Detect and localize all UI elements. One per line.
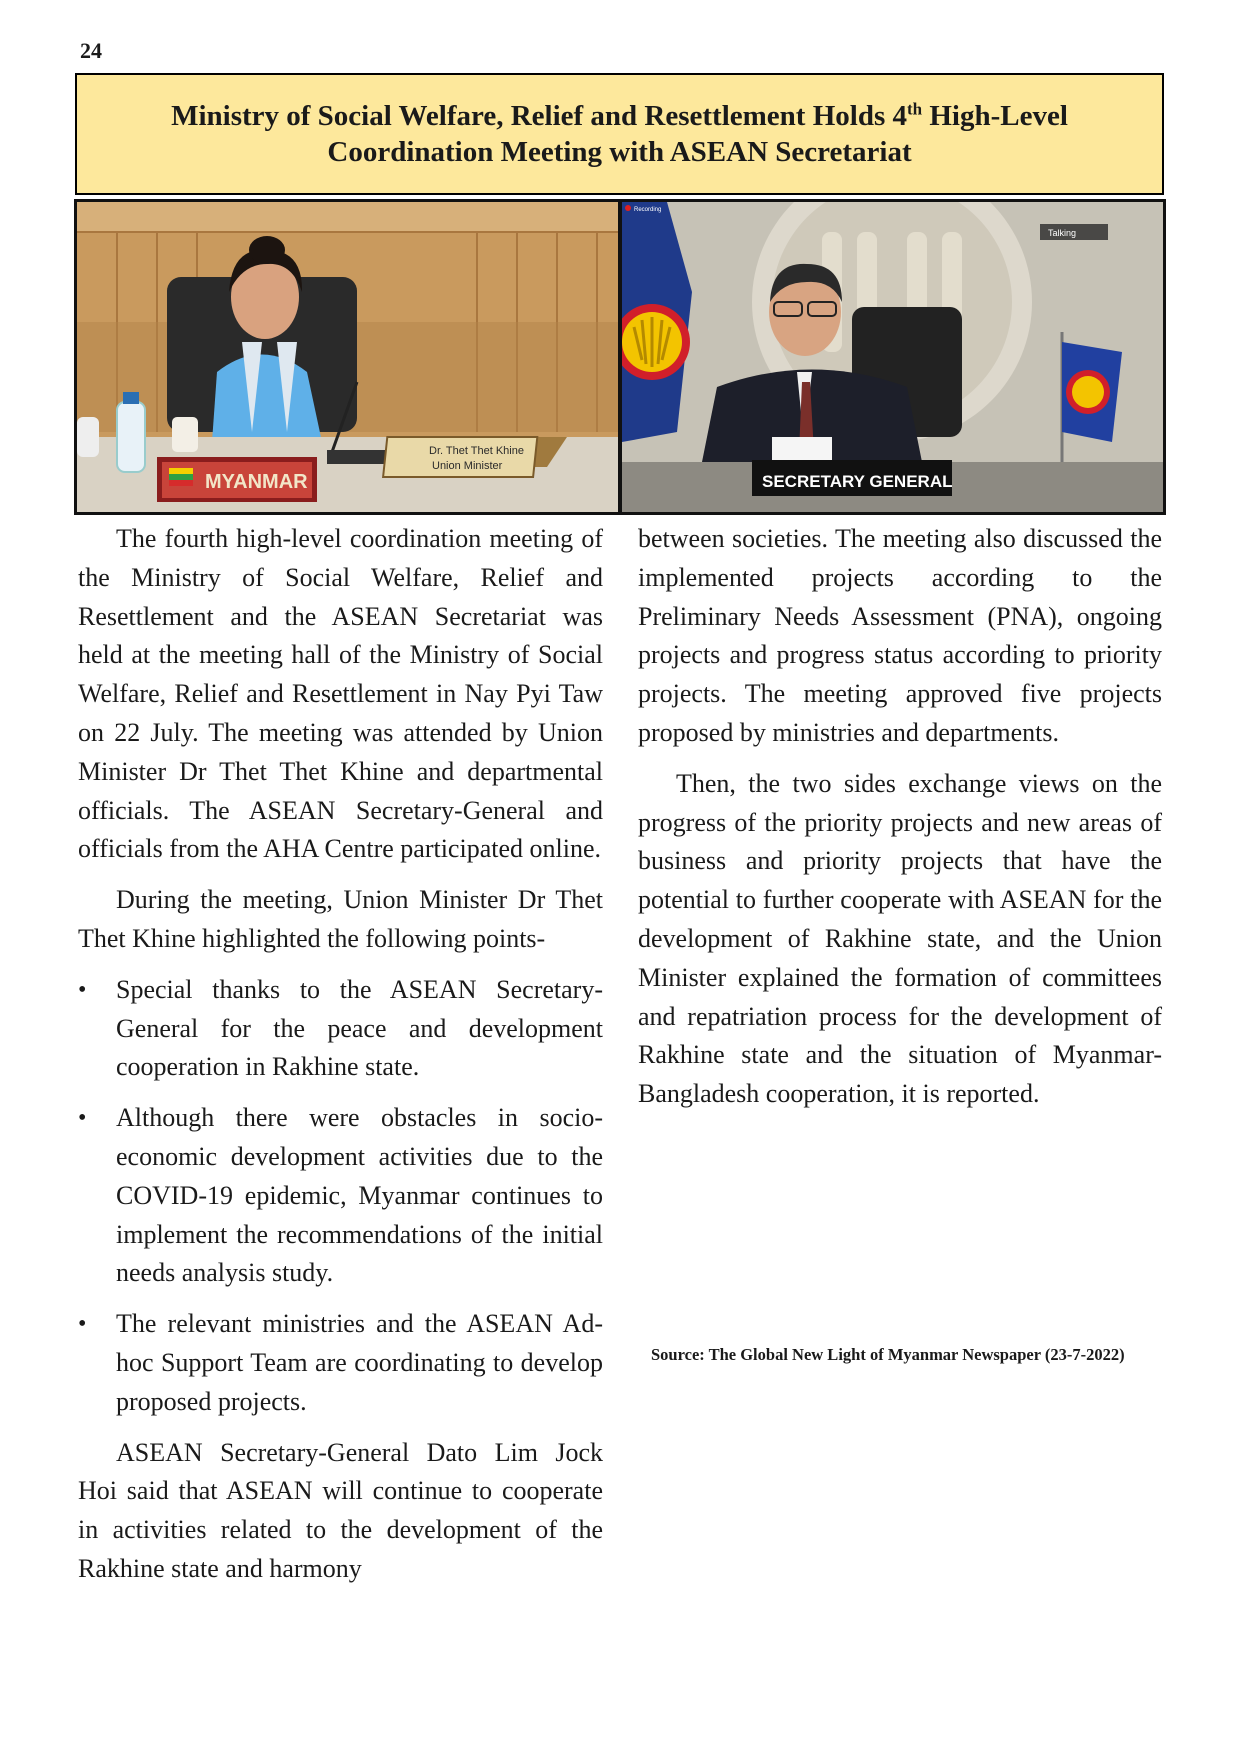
headline-line-2: Coordination Meeting with ASEAN Secretariat bbox=[327, 136, 912, 168]
news-photo bbox=[74, 199, 1166, 515]
paragraph-4: Then, the two sides exchange views on the progress of the priority projects and new areas of business and priority projects that have the potential to further cooperate with ASEAN for the development of Rakhine state, and the Union Minister explained the formation of committees and repatriation process for the development of Rakhine state and the situation of Myanmar-Bangladesh cooperation, it is reported. bbox=[638, 768, 1162, 1109]
paragraph-3-part-2: between societies. The meeting also discussed the implemented projects according to the Preliminary Needs Assessment (PNA), ongoing projects and progress status according to priority projects. The meeting approved five projects proposed by ministries and departments. bbox=[638, 524, 1162, 747]
bullet-item: • The relevant ministries and the ASEAN Ad-hoc Support Team are coordinating to develop proposed projects. bbox=[116, 1305, 603, 1421]
article-column-right bbox=[638, 520, 1162, 1126]
headline-line-1: Ministry of Social Welfare, Relief and Resettlement Holds 4th High-Level bbox=[171, 99, 1068, 132]
headline bbox=[75, 73, 1164, 195]
talking-overlay: Talking bbox=[1048, 228, 1077, 238]
source-citation: Source: The Global New Light of Myanmar Newspaper (23-7-2022) bbox=[651, 1345, 1125, 1364]
article-column-left bbox=[78, 520, 603, 1589]
bullet-list bbox=[78, 971, 603, 1422]
secretary-general-plaque-text: SECRETARY GENERAL bbox=[762, 472, 953, 491]
paragraph-3-part-1: ASEAN Secretary-General Dato Lim Jock Hoi said that ASEAN will continue to cooperate in activities related to the development of the Rakhine state and harmony bbox=[78, 1437, 603, 1583]
paragraph-1: The fourth high-level coordination meeting of the Ministry of Social Welfare, Relief and Resettlement and the ASEAN Secretariat was held at the meeting hall of the Ministry of Social Welfare, Relief and Resettlement in Nay Pyi Taw on 22 July. The meeting was attended by Union Minister Dr Thet Thet Khine and departmental officials. The ASEAN Secretary-General and officials from the AHA Centre participated online. bbox=[78, 524, 603, 864]
photo-secretary-general bbox=[622, 202, 1163, 512]
myanmar-plaque-text: MYANMAR bbox=[205, 471, 308, 493]
bullet-item: • Special thanks to the ASEAN Secretary-General for the peace and development cooperation in Rakhine state. bbox=[116, 971, 603, 1087]
paragraph-2: During the meeting, Union Minister Dr Thet Thet Khine highlighted the following points- bbox=[78, 885, 603, 953]
photo-union-minister bbox=[77, 202, 618, 512]
page-number: 24 bbox=[80, 38, 102, 63]
bullet-item: • Although there were obstacles in socio-economic development activities due to the COVID-19 epidemic, Myanmar continues to implement the recommendations of the initial needs analysis study. bbox=[116, 1099, 603, 1293]
minister-nameplate-line1: Dr. Thet Thet Khine bbox=[429, 445, 524, 457]
minister-nameplate-line2: Union Minister bbox=[432, 460, 503, 472]
recording-indicator: Recording bbox=[634, 207, 662, 213]
